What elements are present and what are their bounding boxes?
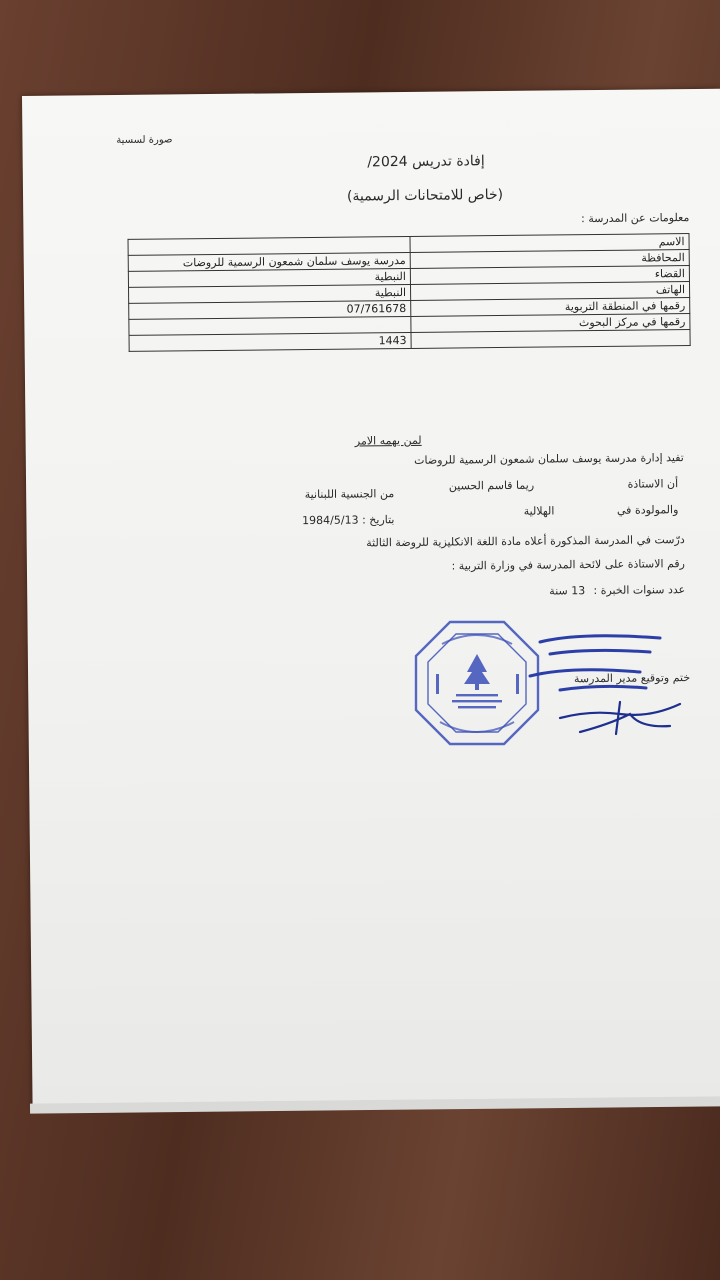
to-whom-heading: لمن يهمه الامر xyxy=(354,433,422,448)
signature-label: ختم وتوقيع مدير المدرسة xyxy=(573,671,691,686)
body-line-4: درّست في المدرسة المذكورة أعلاه مادة اللغة الانكليزية للروضة الثالثة xyxy=(366,533,685,550)
table-cell-value: النبطية xyxy=(128,268,410,287)
teacher-prefix: أن الاستاذة xyxy=(627,477,679,491)
teacher-name: ريما قاسم الحسين xyxy=(448,478,535,493)
birthdate: بتاريخ : 1984/5/13 xyxy=(302,513,395,528)
handwritten-signature-icon xyxy=(520,614,700,764)
body-line-1: تفيد إدارة مدرسة يوسف سلمان شمعون الرسمية للروضات xyxy=(414,451,684,467)
document-title: إفادة تدريس 2024/ xyxy=(367,153,485,171)
born-prefix: والمولودة في xyxy=(616,503,679,517)
body-line-5: رقم الاستاذة على لائحة المدرسة في وزارة التربية : xyxy=(451,557,686,573)
table-cell-value: مدرسة يوسف سلمان شمعون الرسمية للروضات xyxy=(128,252,410,271)
table-cell-value: النبطية xyxy=(129,284,411,303)
teacher-nationality: من الجنسية اللبنانية xyxy=(304,487,395,502)
header-note: صورة لسسية xyxy=(116,134,173,147)
document-subtitle: (خاص للامتحانات الرسمية) xyxy=(346,186,504,205)
experience-label: عدد سنوات الخبرة : xyxy=(593,583,686,598)
table-cell-label: القضاء xyxy=(410,266,689,285)
table-cell-label: الهاتف xyxy=(410,282,689,301)
table-cell-label xyxy=(411,330,690,349)
table-cell-label: رقمها في المنطقة التربوية xyxy=(411,298,690,317)
experience-value: 13 سنة xyxy=(549,584,586,598)
table-cell-value: 1443 xyxy=(129,332,411,351)
section-label: معلومات عن المدرسة : xyxy=(581,211,690,226)
document-page xyxy=(22,89,720,1108)
table-cell-label: الاسم xyxy=(410,234,689,253)
school-info-table xyxy=(128,233,691,352)
table-cell-label: رقمها في مركز البحوث xyxy=(411,314,690,333)
birthplace: الهلالية xyxy=(523,504,555,518)
table-cell-label: المحافظة xyxy=(410,250,689,269)
table-cell-value: 07/761678 xyxy=(129,300,411,319)
